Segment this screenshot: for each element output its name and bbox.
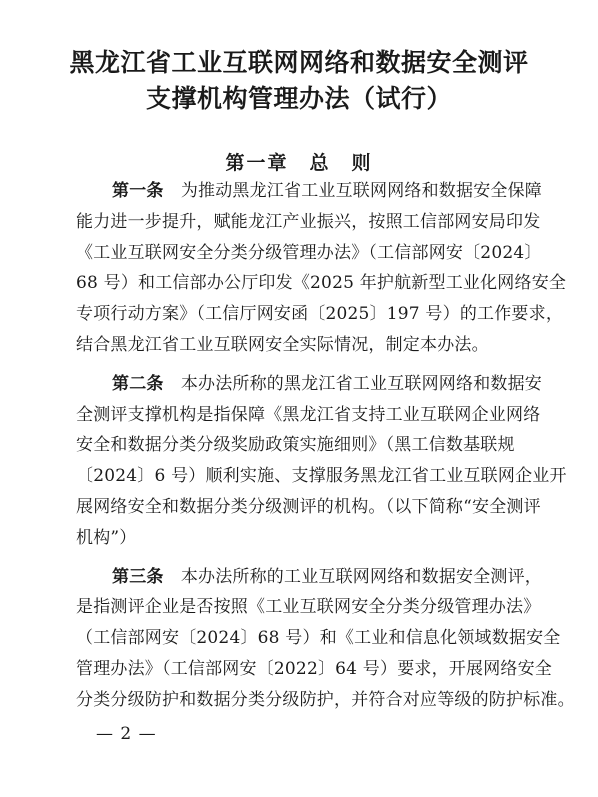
document-title-line-2: 支撑机构管理办法（试行） xyxy=(145,84,452,113)
article-line: 全测评支撑机构是指保障《黑龙江省支持工业互联网企业网络 xyxy=(76,404,541,425)
article-line: 〔2024〕6 号）顺利实施、支撑服务黑龙江省工业互联网企业开 xyxy=(76,466,567,487)
article-text: 本办法所称的工业互联网网络和数据安全测评， xyxy=(180,566,543,587)
article-3 xyxy=(76,562,575,716)
article-line: 能力进一步提升，赋能龙江产业振兴，按照工信部网安局印发 xyxy=(76,211,541,232)
article-line: 《工业互联网安全分类分级管理办法》（工信部网安〔2024〕 xyxy=(76,242,542,263)
document-body xyxy=(76,176,575,716)
article-text: 本办法所称的黑龙江省工业互联网网络和数据安 xyxy=(180,373,543,394)
article-line: 安全和数据分类分级奖励政策实施细则》（黑工信数基联规 xyxy=(76,435,515,456)
article-2 xyxy=(76,369,567,554)
article-first-line xyxy=(76,369,548,400)
article-line: 是指测评企业是否按照《工业互联网安全分类分级管理办法》 xyxy=(76,597,541,618)
article-line: 结合黑龙江省工业互联网安全实际情况，制定本办法。 xyxy=(76,334,489,355)
article-line: 68 号）和工信部办公厅印发《2025 年护航新型工业化网络安全 xyxy=(76,273,567,294)
chapter-heading: 第一章 总 则 xyxy=(225,152,373,174)
article-label: 第二条 xyxy=(112,373,164,394)
article-label: 第一条 xyxy=(112,181,164,201)
document-title-line-1: 黑龙江省工业互联网网络和数据安全测评 xyxy=(69,48,529,77)
article-first-line xyxy=(76,562,548,593)
article-line: 机构”） xyxy=(76,527,137,548)
article-line: （工信部网安〔2024〕68 号）和《工业和信息化领域数据安全 xyxy=(76,628,561,649)
article-label: 第三条 xyxy=(112,566,164,587)
article-line: 展网络安全和数据分类分级测评的机构。（以下简称“安全测评 xyxy=(76,496,541,517)
article-text: 为推动黑龙江省工业互联网网络和数据安全保障 xyxy=(180,181,543,201)
page-number: — 2 — xyxy=(96,724,157,744)
article-line: 管理办法》（工信部网安〔2022〕64 号）要求，开展网络安全 xyxy=(76,658,552,679)
article-1 xyxy=(76,176,567,361)
article-first-line xyxy=(76,176,548,207)
article-line: 专项行动方案》（工信厅网安函〔2025〕197 号）的工作要求， xyxy=(76,304,564,325)
article-line: 分类分级防护和数据分类分级防护，并符合对应等级的防护标准。 xyxy=(76,689,575,710)
